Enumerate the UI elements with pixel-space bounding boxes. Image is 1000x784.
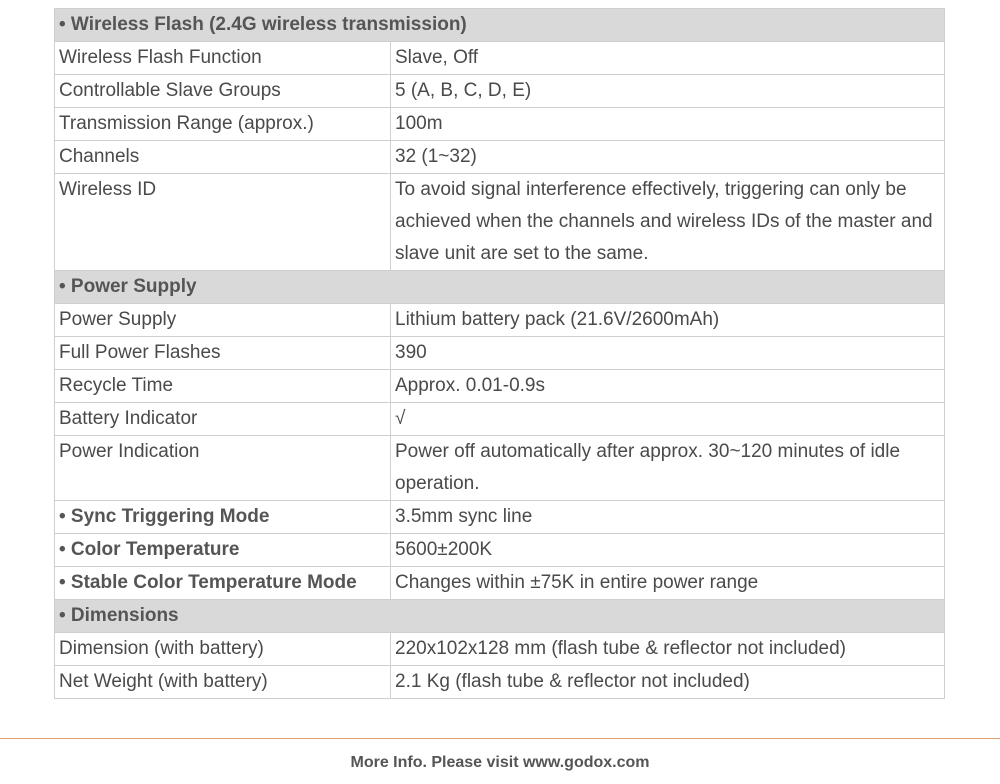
section-wireless-flash — [55, 9, 945, 42]
spec-label: Recycle Time — [55, 370, 391, 403]
spec-value: Slave, Off — [391, 42, 945, 75]
spec-label: • Sync Triggering Mode — [55, 501, 391, 534]
spec-value: 100m — [391, 108, 945, 141]
table-row — [55, 141, 945, 174]
table-row — [55, 42, 945, 75]
section-header: • Power Supply — [55, 271, 945, 304]
spec-label: Battery Indicator — [55, 403, 391, 436]
table-row — [55, 304, 945, 337]
spec-label: Controllable Slave Groups — [55, 75, 391, 108]
spec-value: 220x102x128 mm (flash tube & reflector not included) — [391, 633, 945, 666]
spec-value: 2.1 Kg (flash tube & reflector not included) — [391, 666, 945, 699]
spec-label: Full Power Flashes — [55, 337, 391, 370]
table-row — [55, 370, 945, 403]
spec-value: 32 (1~32) — [391, 141, 945, 174]
footer-divider — [0, 738, 1000, 739]
spec-label: Wireless ID — [55, 174, 391, 271]
table-row — [55, 108, 945, 141]
spec-label: Transmission Range (approx.) — [55, 108, 391, 141]
spec-value: Power off automatically after approx. 30~120 minutes of idle operation. — [391, 436, 945, 501]
spec-value: 5600±200K — [391, 534, 945, 567]
spec-value: √ — [391, 403, 945, 436]
table-row — [55, 534, 945, 567]
table-row — [55, 666, 945, 699]
table-row — [55, 567, 945, 600]
section-header: • Wireless Flash (2.4G wireless transmission) — [55, 9, 945, 42]
spec-value: 3.5mm sync line — [391, 501, 945, 534]
spec-table — [54, 8, 945, 699]
spec-label: Channels — [55, 141, 391, 174]
table-row — [55, 174, 945, 271]
spec-label: • Color Temperature — [55, 534, 391, 567]
table-row — [55, 633, 945, 666]
section-power-supply — [55, 271, 945, 304]
section-header: • Dimensions — [55, 600, 945, 633]
table-row — [55, 403, 945, 436]
spec-label: Dimension (with battery) — [55, 633, 391, 666]
spec-value: Approx. 0.01-0.9s — [391, 370, 945, 403]
spec-value: To avoid signal interference effectively, triggering can only be achieved when the channels and wireless IDs of the master and slave unit are set to the same. — [391, 174, 945, 271]
table-row — [55, 436, 945, 501]
table-row — [55, 501, 945, 534]
section-dimensions — [55, 600, 945, 633]
spec-label: Wireless Flash Function — [55, 42, 391, 75]
footer-website-note: More Info. Please visit www.godox.com — [350, 754, 650, 771]
spec-value: 5 (A, B, C, D, E) — [391, 75, 945, 108]
table-row — [55, 337, 945, 370]
spec-value: 390 — [391, 337, 945, 370]
spec-label: Power Supply — [55, 304, 391, 337]
spec-value: Changes within ±75K in entire power range — [391, 567, 945, 600]
spec-label: Net Weight (with battery) — [55, 666, 391, 699]
table-row — [55, 75, 945, 108]
spec-value: Lithium battery pack (21.6V/2600mAh) — [391, 304, 945, 337]
spec-label: • Stable Color Temperature Mode — [55, 567, 391, 600]
spec-label: Power Indication — [55, 436, 391, 501]
